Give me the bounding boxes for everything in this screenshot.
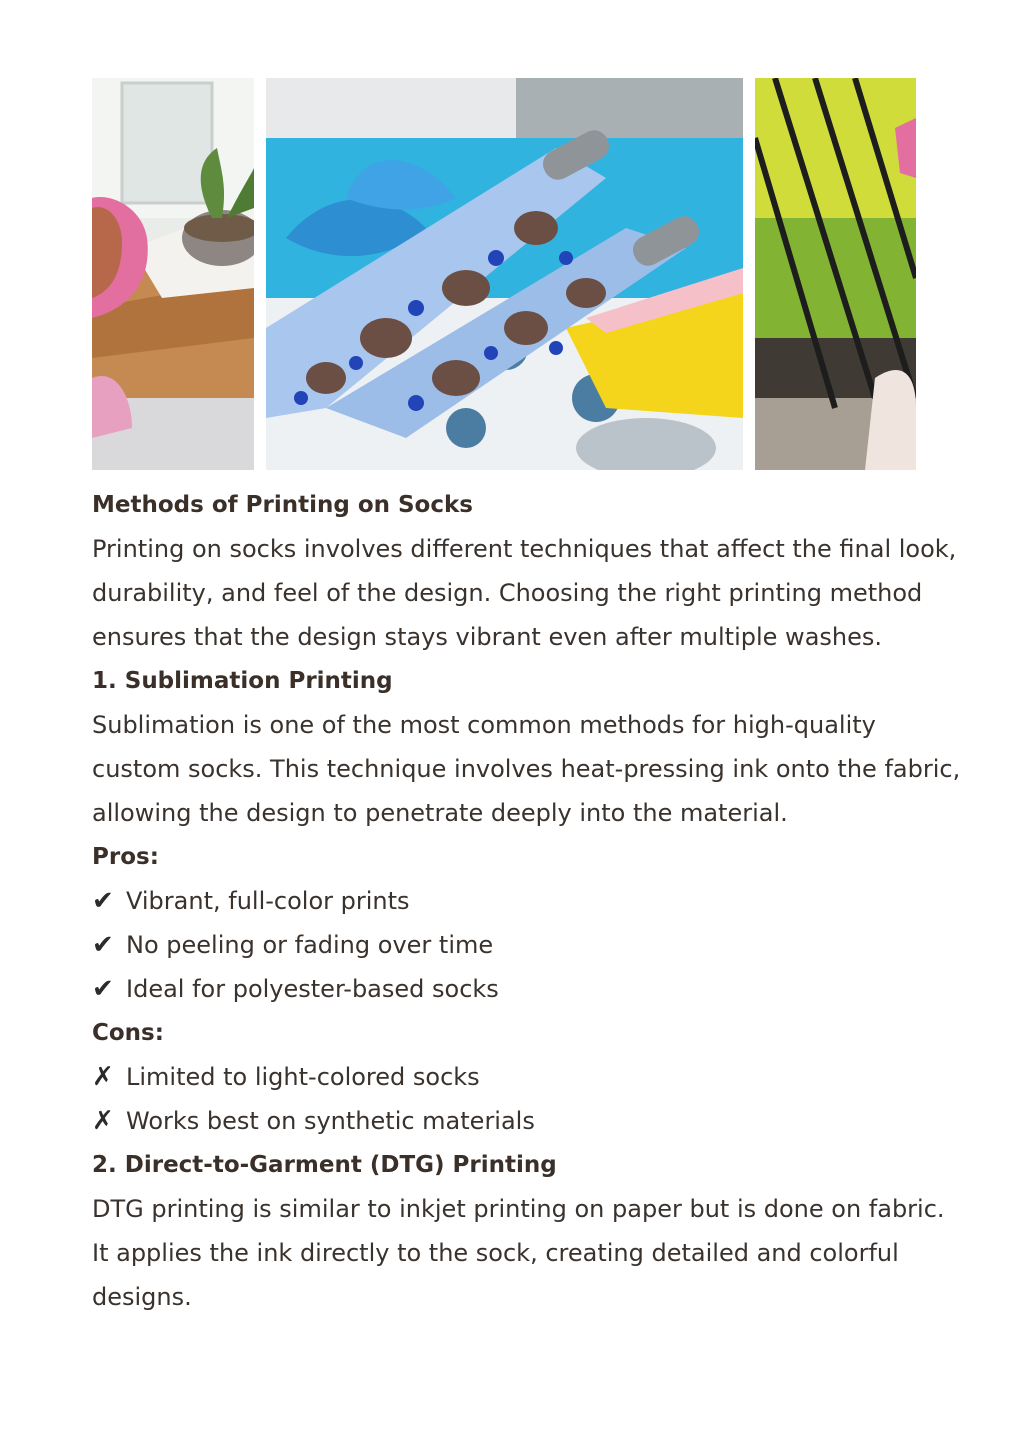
photo-center bbox=[266, 78, 743, 470]
pros-item-text: Vibrant, full-color prints bbox=[126, 887, 410, 915]
check-icon: ✔ bbox=[92, 886, 114, 916]
intro-line: ensures that the design stays vibrant even after multiple washes. bbox=[92, 623, 883, 651]
section1-body-line: Sublimation is one of the most common methods for high-quality bbox=[92, 711, 876, 739]
section2-body-line: designs. bbox=[92, 1283, 192, 1311]
section1-body-line: allowing the design to penetrate deeply into the material. bbox=[92, 799, 788, 827]
section1-body-line: custom socks. This technique involves heat-pressing ink onto the fabric, bbox=[92, 755, 961, 783]
cons-item bbox=[92, 1055, 962, 1099]
intro-line: durability, and feel of the design. Choosing the right printing method bbox=[92, 579, 923, 607]
article-heading: Methods of Printing on Socks bbox=[92, 492, 473, 518]
section1-title: 1. Sublimation Printing bbox=[92, 668, 393, 694]
cross-icon: ✗ bbox=[92, 1106, 114, 1136]
section2-title: 2. Direct-to-Garment (DTG) Printing bbox=[92, 1152, 557, 1178]
section2-body-line: It applies the ink directly to the sock, creating detailed and colorful bbox=[92, 1239, 899, 1267]
pros-item bbox=[92, 879, 962, 923]
check-icon: ✔ bbox=[92, 974, 114, 1004]
cons-item-text: Limited to light-colored socks bbox=[126, 1063, 480, 1091]
pros-label: Pros: bbox=[92, 844, 159, 870]
photo-right bbox=[755, 78, 916, 470]
cons-item-text: Works best on synthetic materials bbox=[126, 1107, 535, 1135]
intro-line: Printing on socks involves different techniques that affect the final look, bbox=[92, 535, 957, 563]
pros-item bbox=[92, 923, 962, 967]
cons-label: Cons: bbox=[92, 1020, 164, 1046]
cons-item bbox=[92, 1099, 962, 1143]
photo-strip bbox=[92, 78, 916, 470]
pros-item-text: No peeling or fading over time bbox=[126, 931, 494, 959]
article bbox=[92, 483, 962, 1319]
check-icon: ✔ bbox=[92, 930, 114, 960]
section2-body-line: DTG printing is similar to inkjet printing on paper but is done on fabric. bbox=[92, 1195, 945, 1223]
cross-icon: ✗ bbox=[92, 1062, 114, 1092]
pros-item bbox=[92, 967, 962, 1011]
pros-item-text: Ideal for polyester-based socks bbox=[126, 975, 499, 1003]
photo-left bbox=[92, 78, 254, 470]
